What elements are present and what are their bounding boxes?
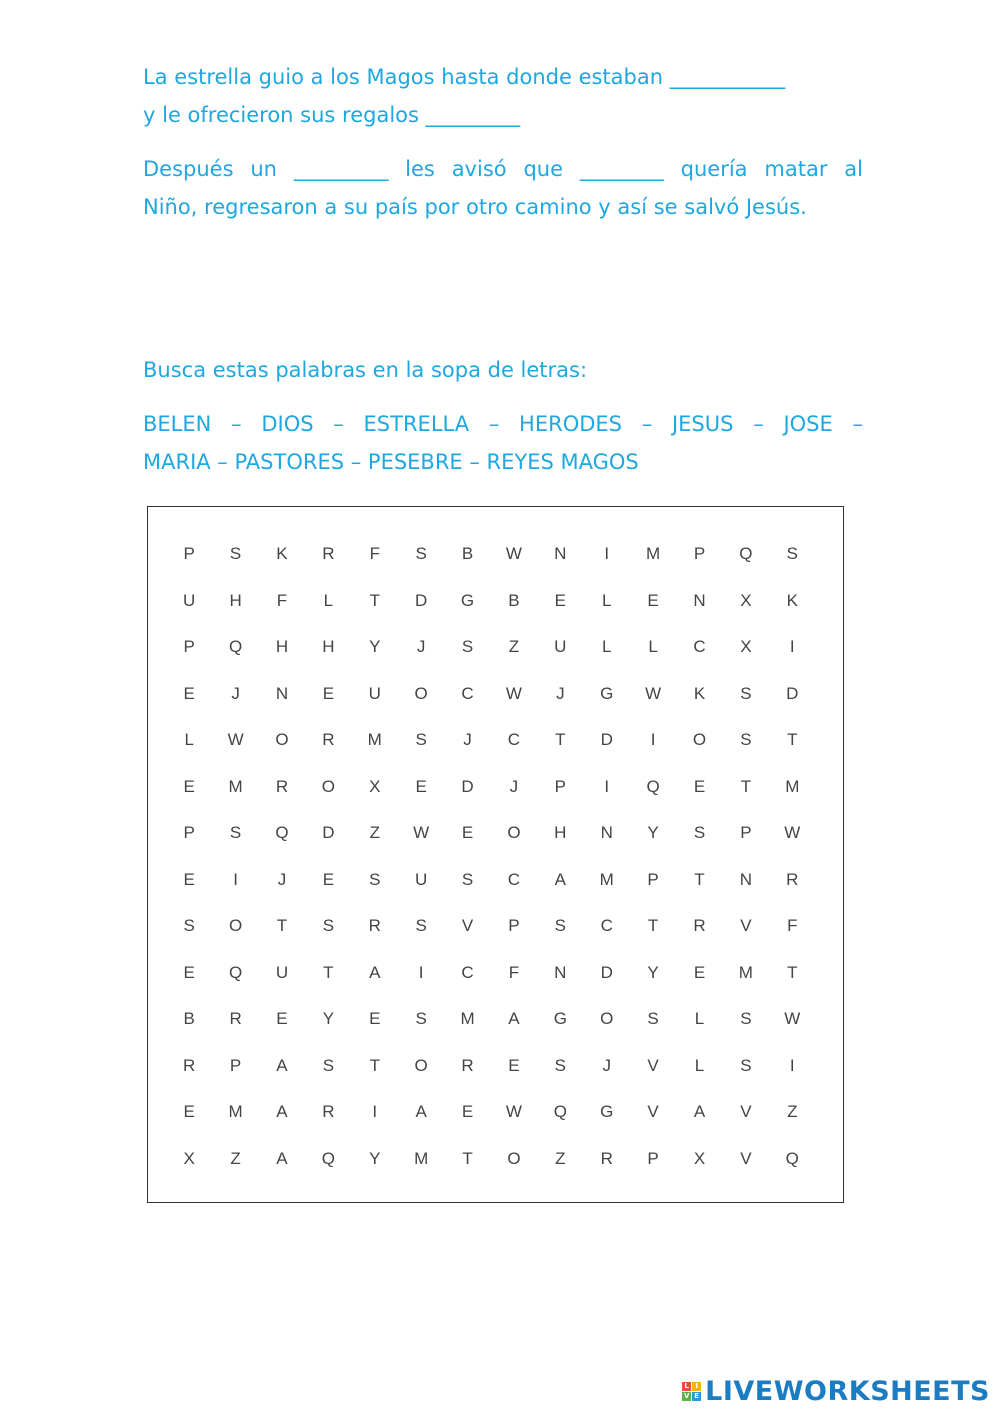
grid-letter[interactable]: Q (785, 1148, 799, 1168)
grid-letter[interactable]: A (554, 869, 566, 889)
story-paragraph-2 (143, 150, 863, 226)
grid-letter[interactable]: W (505, 1102, 522, 1121)
grid-letter[interactable]: C (600, 916, 613, 935)
grid-letter[interactable]: W (505, 683, 522, 703)
grid-letter[interactable]: L (601, 590, 612, 610)
grid-letter[interactable]: S (740, 683, 752, 703)
grid-letter[interactable]: H (322, 637, 335, 656)
story-word-4: avisó (451, 157, 507, 181)
grid-letter[interactable]: P (554, 776, 566, 796)
grid-letter[interactable]: T (787, 730, 798, 749)
word-list-line-1 (143, 405, 863, 443)
grid-letter[interactable]: L (694, 1055, 705, 1075)
word-list-item-9: – (753, 412, 764, 436)
grid-letter[interactable]: F (276, 590, 288, 610)
grid-letter[interactable]: P (183, 544, 195, 563)
grid-letter[interactable]: N (693, 590, 706, 610)
grid-letter[interactable]: I (233, 869, 238, 889)
story-line-2: y le ofrecieron sus regalos _________ (143, 103, 521, 127)
word-list-item-4: ESTRELLA (363, 412, 470, 436)
grid-letter[interactable]: H (554, 823, 567, 842)
grid-letter[interactable]: R (322, 730, 335, 749)
grid-letter[interactable]: S (369, 869, 381, 889)
grid-letter[interactable]: M (785, 776, 800, 796)
liveworksheets-logo (682, 1376, 990, 1407)
grid-letter[interactable]: W (784, 1009, 801, 1028)
grid-letter[interactable]: U (368, 683, 381, 703)
grid-letter[interactable]: S (183, 916, 195, 935)
grid-letter[interactable]: S (461, 637, 474, 656)
grid-letter[interactable]: N (739, 869, 753, 889)
grid-letter[interactable]: T (369, 590, 380, 610)
story-line-1: La estrella guio a los Magos hasta donde estaban ___________ (143, 65, 786, 89)
story-paragraph-1 (143, 58, 863, 134)
logo-mark-icon (682, 1382, 701, 1401)
grid-letter[interactable]: J (509, 776, 519, 796)
grid-letter[interactable]: A (276, 1148, 288, 1168)
grid-letter[interactable]: T (740, 776, 752, 796)
grid-letter[interactable]: E (369, 1009, 381, 1028)
grid-letter[interactable]: Z (555, 1148, 566, 1168)
grid-letter[interactable]: J (556, 683, 565, 703)
grid-letter[interactable]: X (369, 776, 381, 796)
grid-letter[interactable]: Q (553, 1102, 567, 1121)
grid-letter[interactable]: S (740, 730, 752, 749)
grid-letter[interactable]: E (647, 590, 659, 610)
word-list (143, 405, 863, 481)
story-line-3 (143, 150, 863, 188)
grid-letter[interactable]: P (740, 823, 752, 842)
grid-letter[interactable]: V (647, 1102, 659, 1121)
grid-letter[interactable]: T (369, 1055, 380, 1075)
grid-letter[interactable]: E (322, 869, 335, 889)
story-word-9: al (844, 157, 863, 181)
grid-letter[interactable]: R (461, 1055, 474, 1075)
grid-letter[interactable]: M (646, 544, 661, 563)
grid-letter[interactable]: S (415, 544, 427, 563)
word-list-item-2: DIOS (261, 412, 314, 436)
grid-letter[interactable]: N (554, 544, 567, 563)
grid-letter[interactable]: J (602, 1055, 611, 1075)
grid-letter[interactable]: Y (322, 1009, 335, 1028)
grid-letter[interactable]: E (183, 869, 195, 889)
grid-letter[interactable]: Q (275, 823, 289, 842)
grid-letter[interactable]: G (460, 590, 475, 610)
story-word-3: les (405, 157, 435, 181)
story-word-1: un (250, 157, 277, 181)
grid-letter[interactable]: J (463, 730, 472, 749)
story-word-2: _________ (293, 157, 389, 181)
grid-letter[interactable]: D (600, 962, 613, 982)
grid-letter[interactable]: M (738, 962, 753, 982)
grid-letter[interactable]: E (554, 590, 566, 610)
grid-letter[interactable]: W (413, 823, 430, 842)
grid-letter[interactable]: A (693, 1102, 706, 1121)
story-word-0: Después (143, 157, 234, 181)
grid-letter[interactable]: U (183, 590, 196, 610)
grid-letter[interactable]: I (650, 730, 656, 749)
grid-letter[interactable]: R (183, 1055, 196, 1075)
grid-letter[interactable]: K (693, 683, 706, 703)
grid-letter[interactable]: O (600, 1009, 614, 1028)
grid-letter[interactable]: O (507, 1148, 521, 1168)
grid-letter[interactable]: V (740, 916, 752, 935)
grid-letter[interactable]: C (507, 869, 521, 889)
grid-letter[interactable]: Y (369, 1148, 381, 1168)
word-list-item-11: – (852, 412, 863, 436)
grid-letter[interactable]: E (461, 823, 474, 842)
grid-letter[interactable]: T (555, 730, 566, 749)
grid-letter[interactable]: I (789, 637, 795, 656)
word-list-item-5: – (488, 412, 500, 436)
instruction-text: Busca estas palabras en la sopa de letras: (143, 358, 588, 382)
grid-letter[interactable]: E (693, 962, 706, 982)
grid-letter[interactable]: R (275, 776, 289, 796)
grid-letter[interactable]: F (787, 916, 798, 935)
grid-letter[interactable]: X (740, 590, 752, 610)
story-word-5: que (523, 157, 563, 181)
grid-letter[interactable]: A (276, 1055, 288, 1075)
grid-letter[interactable]: C (507, 730, 521, 749)
grid-letter[interactable]: T (462, 1148, 473, 1168)
grid-letter[interactable]: Q (228, 637, 243, 656)
word-list-item-7: – (641, 412, 653, 436)
grid-letter[interactable]: S (554, 1055, 566, 1075)
grid-letter[interactable]: O (275, 730, 289, 749)
grid-letter[interactable]: P (647, 1148, 659, 1168)
word-list-line-2: MARIA – PASTORES – PESEBRE – REYES MAGOS (143, 450, 639, 474)
grid-letter[interactable]: C (693, 637, 706, 656)
grid-letter[interactable]: S (647, 1009, 659, 1028)
grid-letter[interactable]: M (460, 1009, 475, 1028)
grid-letter[interactable]: W (505, 544, 522, 563)
logo-text: LIVEWORKSHEETS (705, 1376, 990, 1407)
grid-letter[interactable]: T (276, 916, 288, 935)
grid-letter[interactable]: A (369, 962, 381, 982)
grid-letter[interactable]: L (694, 1009, 705, 1028)
grid-letter[interactable]: T (323, 962, 334, 982)
grid-letter[interactable]: S (229, 823, 242, 842)
grid-letter[interactable]: P (508, 916, 520, 935)
grid-letter[interactable]: T (694, 869, 705, 889)
grid-letter[interactable]: P (693, 544, 706, 563)
grid-letter[interactable]: R (229, 1009, 242, 1028)
word-list-item-8: JESUS (671, 412, 734, 436)
grid-letter[interactable]: P (183, 823, 195, 842)
grid-letter[interactable]: E (183, 1102, 195, 1121)
grid-letter[interactable]: F (508, 962, 520, 982)
grid-letter[interactable]: F (369, 544, 380, 563)
grid-letter[interactable]: P (229, 1055, 242, 1075)
grid-letter[interactable]: S (786, 544, 798, 563)
grid-letter[interactable]: Q (321, 1148, 335, 1168)
grid-letter[interactable]: K (786, 590, 798, 610)
grid-letter[interactable]: V (461, 916, 474, 935)
grid-letter[interactable]: L (323, 590, 334, 610)
grid-letter[interactable]: S (693, 823, 706, 842)
grid-letter[interactable]: R (368, 916, 381, 935)
grid-letter[interactable]: M (367, 730, 382, 749)
logo-mark-letter: V (683, 1392, 690, 1400)
grid-letter[interactable]: L (601, 637, 612, 656)
grid-letter[interactable]: K (276, 544, 288, 563)
grid-letter[interactable]: S (554, 916, 566, 935)
grid-letter[interactable]: R (693, 916, 706, 935)
story-word-8: matar (764, 157, 828, 181)
grid-letter[interactable]: S (415, 1009, 427, 1028)
grid-letter[interactable]: O (228, 916, 243, 935)
grid-letter[interactable]: U (275, 962, 289, 982)
grid-letter[interactable]: O (321, 776, 335, 796)
grid-letter[interactable]: T (647, 916, 659, 935)
word-list-item-0: BELEN (143, 412, 212, 436)
grid-letter[interactable]: I (604, 776, 610, 796)
grid-letter[interactable]: I (604, 544, 610, 563)
grid-letter[interactable]: O (414, 683, 428, 703)
grid-letter[interactable]: Y (369, 637, 381, 656)
grid-letter[interactable]: D (461, 776, 474, 796)
grid-letter[interactable]: E (183, 962, 195, 982)
grid-letter[interactable]: Q (739, 544, 753, 563)
grid-letter[interactable]: A (508, 1009, 520, 1028)
grid-letter[interactable]: Z (369, 823, 380, 842)
grid-letter[interactable]: J (277, 869, 287, 889)
grid-letter[interactable]: P (183, 637, 195, 656)
grid-letter[interactable]: R (322, 1102, 335, 1121)
grid-letter[interactable]: L (648, 637, 658, 656)
grid-letter[interactable]: M (414, 1148, 429, 1168)
grid-letter[interactable]: E (693, 776, 706, 796)
word-list-item-3: – (333, 412, 344, 436)
grid-letter[interactable]: U (415, 869, 428, 889)
story-word-6: ________ (579, 157, 664, 181)
grid-letter[interactable]: L (184, 730, 194, 749)
grid-letter[interactable]: E (276, 1009, 288, 1028)
grid-letter[interactable]: B (461, 544, 474, 563)
grid-letter[interactable]: J (231, 683, 240, 703)
grid-letter[interactable]: O (692, 730, 707, 749)
word-search-box (147, 506, 844, 1203)
grid-letter[interactable]: C (461, 962, 474, 982)
grid-letter[interactable]: V (647, 1055, 659, 1075)
word-search-grid (166, 531, 815, 1182)
grid-letter[interactable]: S (740, 1055, 752, 1075)
grid-letter[interactable]: N (554, 962, 567, 982)
grid-letter[interactable]: T (787, 962, 798, 982)
grid-letter[interactable]: O (507, 823, 521, 842)
grid-letter[interactable]: R (322, 544, 335, 563)
grid-letter[interactable]: G (600, 1102, 614, 1121)
grid-letter[interactable]: W (784, 823, 801, 842)
grid-letter[interactable]: V (740, 1148, 752, 1168)
grid-letter[interactable]: I (372, 1102, 378, 1121)
grid-letter[interactable]: D (415, 590, 428, 610)
grid-letter[interactable]: X (693, 1148, 706, 1168)
grid-letter[interactable]: S (415, 916, 427, 935)
grid-letter[interactable]: N (600, 823, 613, 842)
story-word-7: quería (680, 157, 748, 181)
grid-letter[interactable]: H (229, 590, 242, 610)
logo-mark-letter: E (692, 1392, 701, 1401)
logo-mark-letter: I (692, 1382, 701, 1391)
grid-letter[interactable]: M (228, 776, 243, 796)
grid-letter[interactable]: E (461, 1102, 474, 1121)
word-list-item-1: – (231, 412, 242, 436)
grid-letter[interactable]: C (461, 683, 474, 703)
grid-letter[interactable]: E (183, 776, 195, 796)
grid-letter[interactable]: Z (230, 1148, 241, 1168)
grid-letter[interactable]: E (508, 1055, 520, 1075)
grid-letter[interactable]: S (740, 1009, 752, 1028)
grid-letter[interactable]: A (276, 1102, 288, 1121)
grid-letter[interactable]: D (322, 823, 335, 842)
grid-letter[interactable]: V (740, 1102, 752, 1121)
grid-letter[interactable]: S (415, 730, 427, 749)
grid-letter[interactable]: Q (228, 962, 243, 982)
logo-mark-letter: L (682, 1382, 691, 1391)
grid-letter[interactable]: D (786, 683, 799, 703)
grid-letter[interactable]: B (183, 1009, 195, 1028)
grid-letter[interactable]: S (322, 916, 335, 935)
grid-letter[interactable]: Z (508, 637, 520, 656)
grid-letter[interactable]: Z (787, 1102, 798, 1121)
grid-letter[interactable]: N (275, 683, 289, 703)
grid-letter[interactable]: Q (646, 776, 660, 796)
grid-letter[interactable]: Y (647, 962, 659, 982)
grid-letter[interactable]: M (228, 1102, 243, 1121)
grid-letter[interactable]: J (416, 637, 426, 656)
grid-letter[interactable]: E (183, 683, 195, 703)
grid-letter[interactable]: X (183, 1148, 195, 1168)
grid-letter[interactable]: W (227, 730, 244, 749)
story-line-4: Niño, regresaron a su país por otro camino y así se salvó Jesús. (143, 195, 807, 219)
grid-letter[interactable]: R (600, 1148, 613, 1168)
grid-letter[interactable]: P (647, 869, 659, 889)
grid-letter[interactable]: A (415, 1102, 427, 1121)
grid-letter[interactable]: G (600, 683, 614, 703)
grid-letter[interactable]: O (414, 1055, 428, 1075)
grid-letter[interactable]: M (599, 869, 614, 889)
grid-letter[interactable]: E (322, 683, 335, 703)
grid-letter[interactable]: R (786, 869, 799, 889)
grid-letter[interactable]: B (508, 590, 520, 610)
grid-letter[interactable]: S (322, 1055, 335, 1075)
grid-letter[interactable]: I (418, 962, 424, 982)
grid-letter[interactable]: H (275, 637, 289, 656)
grid-letter[interactable]: S (229, 544, 242, 563)
grid-letter[interactable]: E (415, 776, 427, 796)
grid-letter[interactable]: G (553, 1009, 567, 1028)
grid-letter[interactable]: I (789, 1055, 795, 1075)
grid-letter[interactable]: X (740, 637, 752, 656)
word-list-item-10: JOSE (783, 412, 833, 436)
grid-letter[interactable]: U (554, 637, 567, 656)
word-list-item-6: HERODES (519, 412, 622, 436)
grid-letter[interactable]: Y (647, 823, 659, 842)
grid-letter[interactable]: W (645, 683, 662, 703)
grid-letter[interactable]: D (600, 730, 613, 749)
grid-letter[interactable]: S (461, 869, 474, 889)
